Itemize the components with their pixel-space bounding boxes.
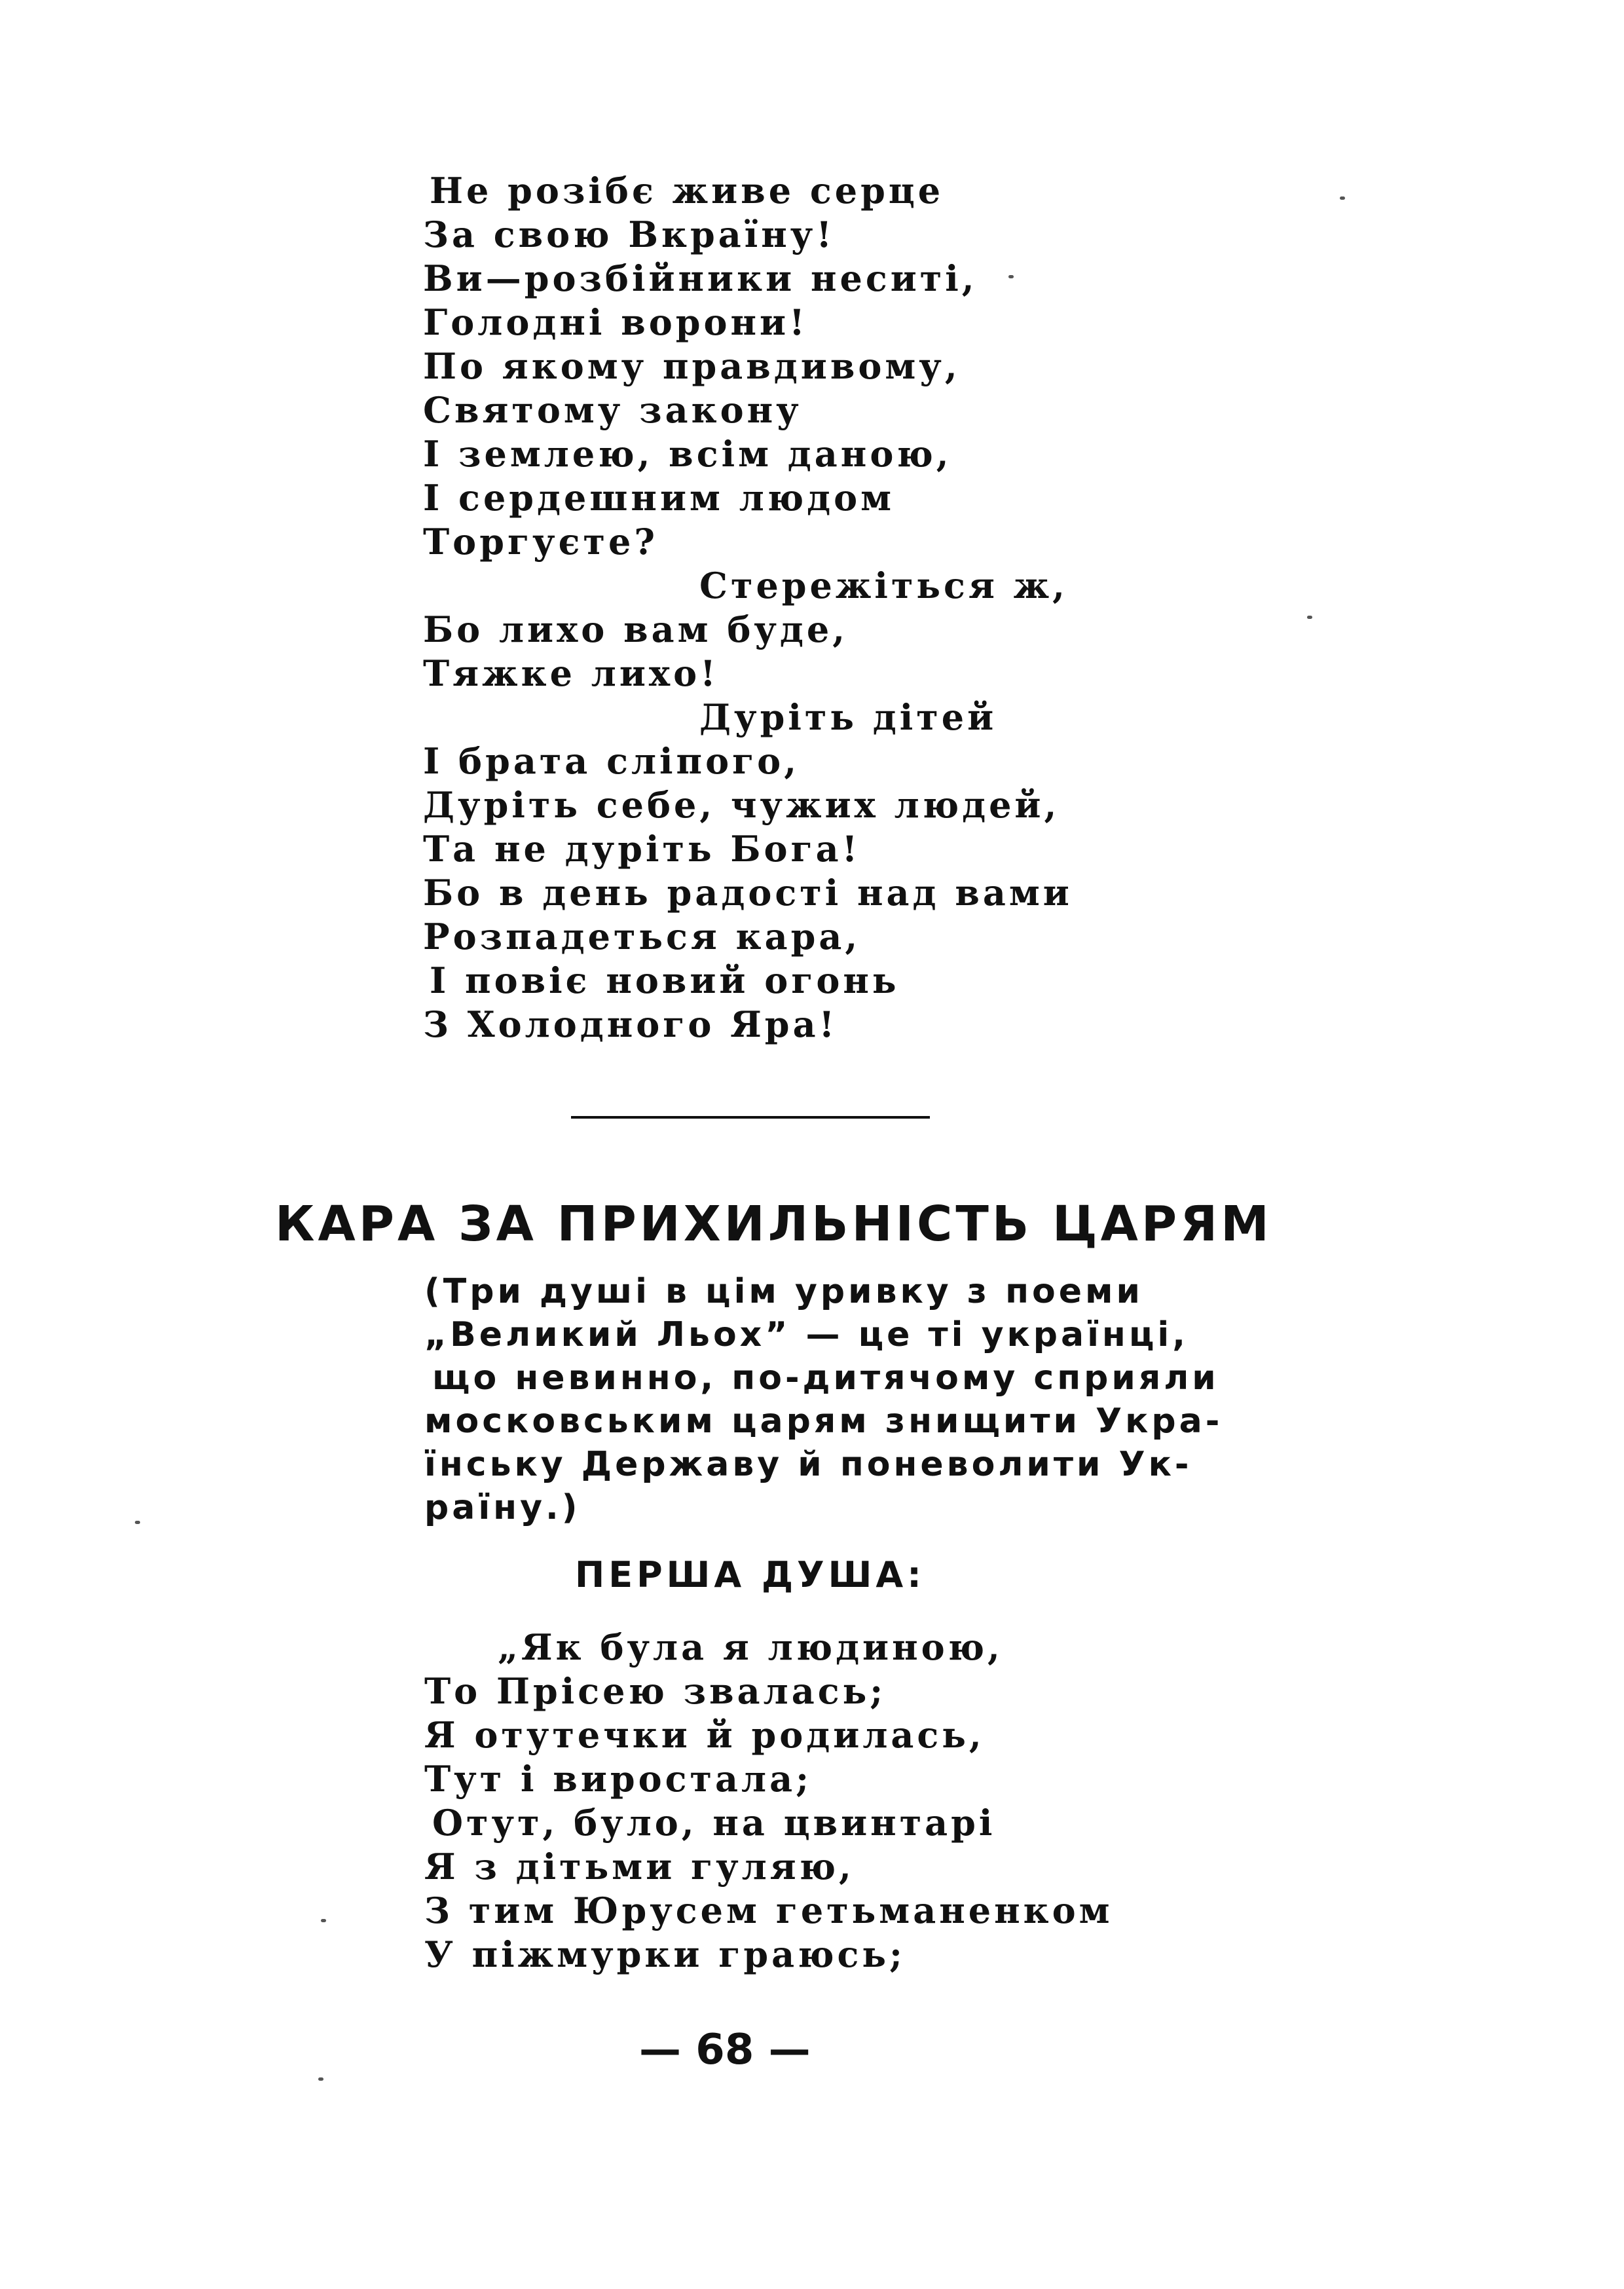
note-line: (Три душі в цім уривку з поеми	[424, 1272, 1143, 1311]
poem-line: І повіє новий огонь	[430, 959, 900, 1001]
poem-line: Голодні ворони!	[423, 301, 808, 343]
poem-line: Тяжке лихо!	[423, 652, 719, 694]
poem-line: То Прісею звалась;	[424, 1670, 887, 1712]
poem-line: Ви—розбійники неситі,	[423, 257, 978, 299]
scan-speck	[321, 1919, 326, 1922]
scan-speck	[318, 2077, 323, 2081]
scan-speck	[1307, 616, 1312, 619]
note-line: їнську Державу й поневолити Ук-	[424, 1445, 1192, 1484]
poem-line: Святому закону	[423, 389, 802, 431]
poem-line: Бо лихо вам буде,	[423, 608, 849, 650]
poem-line: Дуріть дітей	[699, 696, 997, 738]
poem-line: У піжмурки граюсь;	[424, 1933, 906, 1975]
poem-line: Торгуєте?	[423, 521, 658, 563]
speaker-heading: ПЕРША ДУША:	[575, 1554, 925, 1595]
note-line: що невинно, по-дитячому сприяли	[432, 1358, 1219, 1398]
poem-line: Дуріть себе, чужих людей,	[423, 784, 1060, 826]
section-title: КАРА ЗА ПРИХИЛЬНІСТЬ ЦАРЯМ	[275, 1196, 1272, 1252]
poem-line: Тут і виростала;	[424, 1758, 812, 1800]
poem-line: „Як була я людиною,	[498, 1626, 1003, 1668]
poem-line: Стережіться ж,	[699, 565, 1068, 606]
poem-line: По якому правдивому,	[423, 345, 961, 387]
poem-line: І сердешним людом	[423, 477, 895, 519]
poem-line: Я з дітьми гуляю,	[424, 1846, 855, 1888]
poem-line: І землею, всім даною,	[423, 433, 952, 475]
poem-line: Отут, було, на цвинтарі	[432, 1802, 996, 1844]
poem-line: Не розібє живе серце	[430, 170, 944, 212]
note-line: раїну.)	[424, 1488, 581, 1527]
poem-line: За свою Вкраїну!	[423, 214, 836, 255]
note-line: „Великий Льох” — це ті українці,	[424, 1315, 1189, 1354]
note-line: московським царям знищити Укра-	[424, 1402, 1223, 1441]
page-number: — 68 —	[639, 2026, 811, 2074]
section-divider	[571, 1116, 930, 1119]
poem-line: З тим Юрусем гетьманенком	[424, 1889, 1113, 1931]
poem-line: Розпадеться кара,	[423, 916, 861, 958]
scan-speck	[1008, 275, 1014, 278]
poem-line: Бо в день радості над вами	[423, 872, 1073, 914]
poem-line: Та не дуріть Бога!	[423, 828, 861, 870]
scan-speck	[135, 1521, 140, 1524]
poem-line: З Холодного Яра!	[423, 1003, 838, 1045]
scan-speck	[1340, 196, 1345, 200]
poem-line: І брата сліпого,	[423, 740, 800, 782]
poem-line: Я отутечки й родилась,	[424, 1714, 985, 1756]
